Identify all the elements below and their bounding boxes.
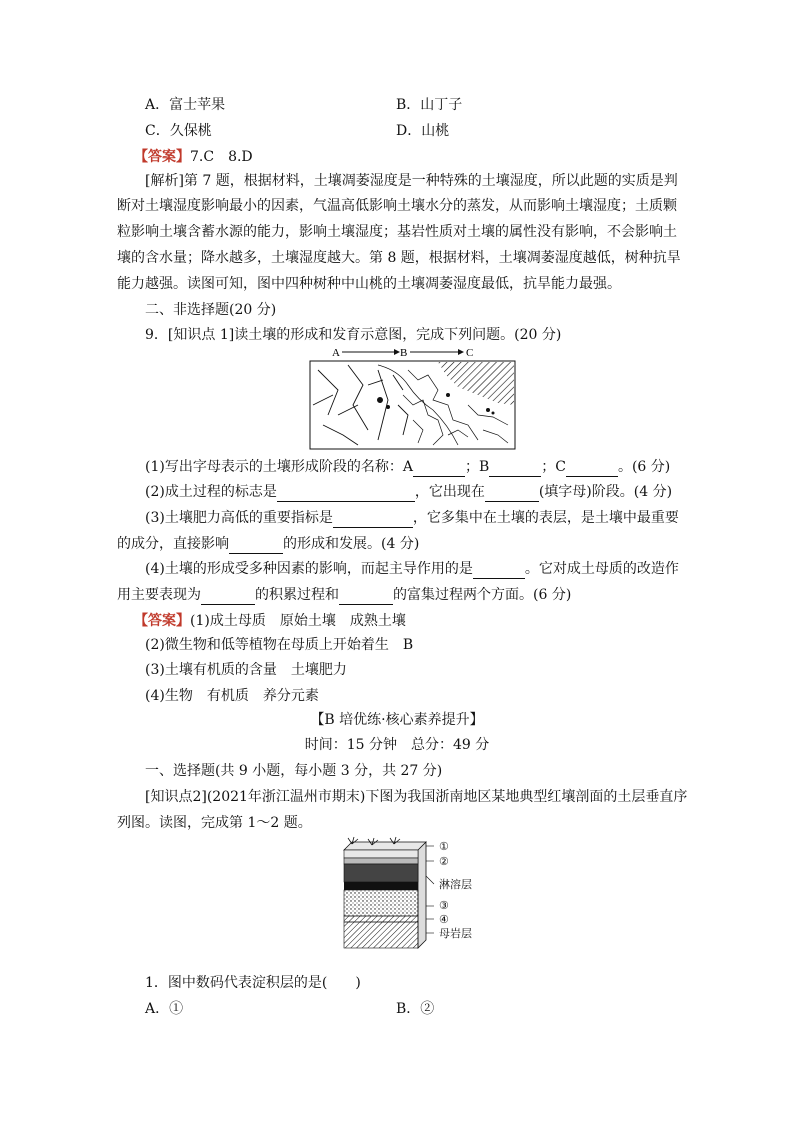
blank[interactable] [473, 562, 525, 579]
question-9: 9．[知识点 1]读土壤的形成和发育示意图，完成下列问题。(20 分) [145, 327, 562, 343]
blank[interactable] [566, 460, 618, 477]
label-4: ④ [439, 913, 449, 926]
q9-1 [145, 457, 670, 477]
label-bedrock: 母岩层 [439, 927, 472, 940]
analysis-line: [解析]第 7 题，根据材料，土壤凋萎湿度是一种特殊的土壤湿度，所以此题的实质是判 [145, 173, 678, 189]
answer-tag: 【答案】 [134, 149, 190, 165]
answer-line: (4)生物 有机质 养分元素 [145, 688, 319, 704]
blank[interactable] [277, 485, 415, 502]
soil-profile-figure [338, 836, 448, 960]
answer-line: (2)微生物和低等植物在母质上开始着生 B [145, 637, 414, 653]
q9-1-text: (1)写出字母表示的土壤形成阶段的名称：A [145, 459, 413, 475]
question-1: 1．图中数码代表淀积层的是( ) [145, 975, 361, 991]
q9-3 [145, 508, 679, 528]
blank[interactable] [201, 588, 255, 605]
q9-2-text: ，它出现在 [414, 484, 485, 500]
answer-tag: 【答案】 [134, 613, 190, 629]
q9-1-sep: ；C [541, 459, 566, 475]
option-a: A．富士苹果 [145, 97, 226, 113]
q9-2-text: (2)成土过程的标志是 [145, 484, 277, 500]
stage-c-label: C [466, 347, 474, 359]
q9-2 [145, 482, 672, 502]
intro-line: [知识点2](2021年浙江温州市期末)下图为我国浙南地区某地典型红壤剖面的土层垂直序 [145, 789, 688, 805]
option-b: B．② [396, 1001, 435, 1017]
q9-3-cont [117, 534, 419, 554]
q9-4 [145, 559, 679, 579]
q9-4-text: 。它对成土母质的改造作 [524, 561, 679, 577]
analysis-line: 断对土壤湿度影响最小的因素，气温高低影响土壤水分的蒸发，从而影响土壤湿度；土质颗 [117, 198, 677, 214]
section-heading: 一、选择题(共 9 小题，每小题 3 分，共 27 分) [145, 763, 443, 779]
answer-line [134, 147, 253, 167]
q9-4-text: 的积累过程和 [255, 587, 339, 603]
answer-text: (1)成土母质 原始土壤 成熟土壤 [190, 613, 406, 629]
label-eluviation: 淋溶层 [439, 878, 472, 891]
arrow-head [458, 349, 464, 355]
option-b: B．山丁子 [396, 97, 463, 113]
q9-3-text: 的成分，直接影响 [117, 536, 229, 552]
q9-3-score: 的形成和发展。(4 分) [283, 536, 420, 552]
q9-3-text: (3)土壤肥力高低的重要指标是 [145, 510, 333, 526]
q9-4-cont [117, 585, 571, 605]
section-b-title: 【B 培优练·核心素养提升】 [310, 712, 484, 728]
option-c: C．久保桃 [145, 123, 212, 139]
analysis-line: 壤的含水量；降水越多，土壤湿度越大。第 8 题，根据材料，土壤凋萎湿度越低，树种抗旱 [117, 250, 681, 266]
blank[interactable] [229, 537, 283, 554]
q9-1-sep: ；B [464, 459, 490, 475]
blank[interactable] [413, 460, 465, 477]
q9-4-text: 用主要表现为 [117, 587, 201, 603]
stage-a-label: A [332, 347, 340, 359]
blank[interactable] [333, 511, 413, 528]
answer-text: 7.C 8.D [190, 149, 253, 165]
option-d: D．山桃 [396, 123, 450, 139]
analysis-line: 能力越强。读图可知，图中四种树种中山桃的土壤凋萎湿度最低，抗旱能力最强。 [117, 276, 621, 292]
blank[interactable] [339, 588, 393, 605]
label-1: ① [439, 840, 449, 853]
label-3: ③ [439, 899, 449, 912]
answer-line [134, 611, 406, 631]
analysis-line: 粒影响土壤含蓄水源的能力，影响土壤湿度；基岩性质对土壤的属性没有影响，不会影响土 [117, 224, 677, 240]
q9-1-score: 。(6 分) [617, 459, 671, 475]
blank[interactable] [485, 485, 539, 502]
blank[interactable] [489, 460, 541, 477]
section-b-time: 时间：15 分钟 总分：49 分 [304, 737, 490, 753]
soil-formation-figure [308, 345, 518, 451]
stage-b-label: B [400, 347, 408, 359]
q9-4-score: 的富集过程两个方面。(6 分) [393, 587, 572, 603]
answer-line: (3)土壤有机质的含量 土壤肥力 [145, 662, 347, 678]
option-a: A．① [145, 1001, 184, 1017]
q9-4-text: (4)土壤的形成受多种因素的影响，而起主导作用的是 [145, 561, 473, 577]
q9-3-text: ，它多集中在土壤的表层，是土壤中最重要 [412, 510, 679, 526]
label-2: ② [439, 855, 449, 868]
section-heading: 二、非选择题(20 分) [145, 302, 277, 318]
intro-line: 列图。读图，完成第 1～2 题。 [117, 815, 312, 831]
q9-2-score: (填字母)阶段。(4 分) [538, 484, 673, 500]
